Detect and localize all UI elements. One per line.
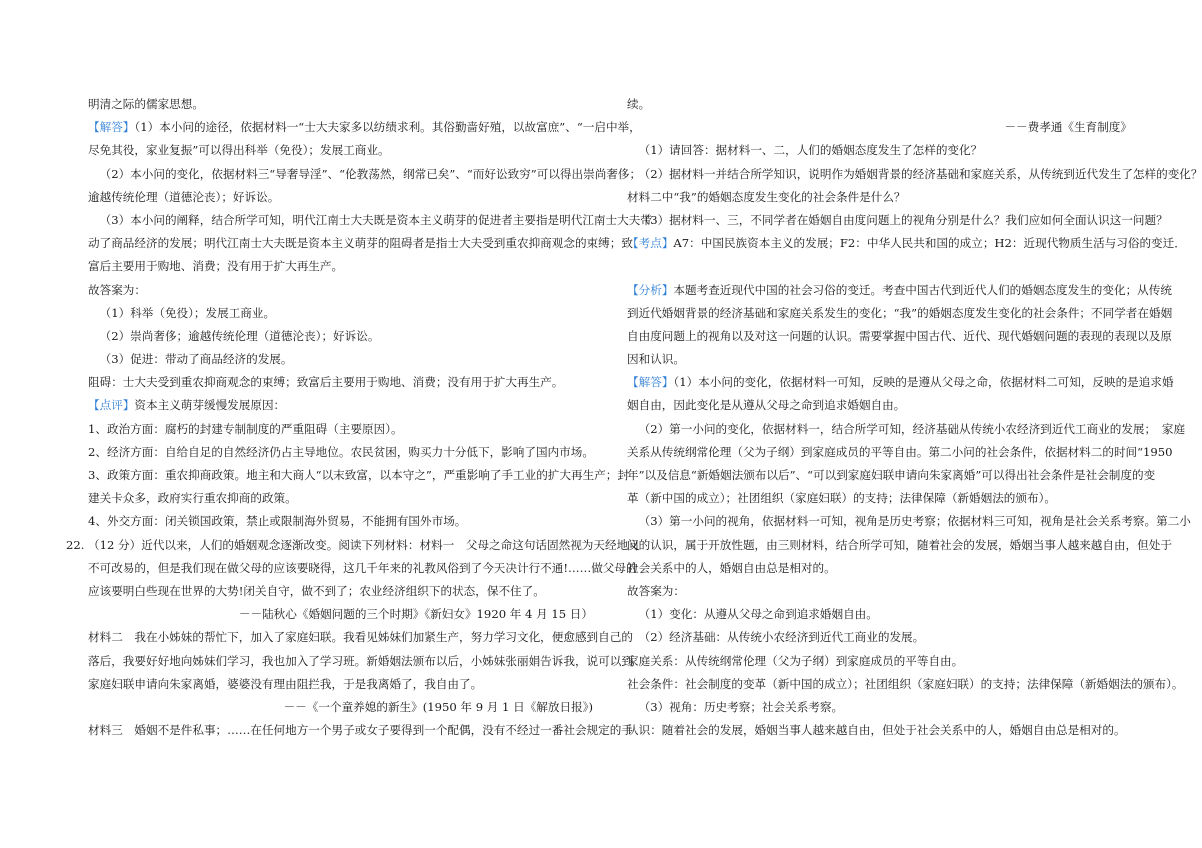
line-text: 自由度问题上的视角以及对这一问题的认识。需要掌握中国古代、近代、现代婚姻问题的表现的表现以及原	[627, 328, 1172, 343]
text-line	[627, 209, 1168, 232]
text-line	[627, 603, 1132, 626]
text-line	[627, 719, 1132, 742]
text-line	[627, 139, 1132, 162]
text-line	[88, 441, 593, 464]
text-line	[88, 626, 633, 649]
line-text: 材料二 我在小姊妹的帮忙下，加入了家庭妇联。我看见姊妹们加紧生产，努力学习文化，便愈感到自己的	[88, 630, 633, 645]
line-text: 材料二中“我”的婚姻态度发生变化的社会条件是什么？	[627, 189, 906, 204]
text-line	[627, 487, 1132, 510]
line-text: （2）本小问的变化，依据材料三“导奢导淫”、“伦教荡然，纲常已矣”、“而好讼致穷”可以得出崇尚奢侈；	[99, 166, 642, 181]
line-text: 革（新中国的成立）；社团组织（家庭妇联）的支持；法律保障（新婚姻法的颁布）。	[627, 491, 1056, 506]
text-line	[88, 325, 593, 348]
line-text: 故答案为：	[88, 282, 146, 297]
line-text: 4、外交方面：闭关锁国政策，禁止或限制海外贸易，不能拥有国外市场。	[88, 514, 467, 529]
text-line	[88, 719, 633, 742]
line-text: （2）崇尚奢侈；逾越传统伦理（道德沦丧）；好诉讼。	[99, 328, 380, 343]
line-text: 本题考查近现代中国的社会习俗的变迁。考查中国古代到近代人们的婚姻态度发生的变化；从传统	[673, 282, 1172, 297]
text-line	[88, 116, 641, 139]
blank-line	[627, 255, 1132, 278]
text-line	[627, 279, 1172, 302]
line-text: 关系从传统纲常伦理（父为子纲）到家庭成员的平等自由。第二小问的社会条件，依据材料二的时间“1950	[627, 444, 1173, 459]
text-line	[627, 441, 1173, 464]
line-text: 不可改易的，但是我们现在做父母的应该要晓得，这几千年来的礼教风俗到了今天决计行不通!……做父母的	[88, 560, 638, 575]
text-line	[627, 557, 1132, 580]
text-line	[88, 209, 652, 232]
text-line	[627, 348, 1132, 371]
line-text: 材料三 婚姻不是件私事；……在任何地方一个男子或女子要得到一个配偶，没有不经过一番社会规定的手	[88, 723, 633, 738]
section-tag: 【 解答 】	[88, 120, 134, 134]
text-line	[88, 139, 593, 162]
line-text: －－《一个童养媳的新生》(1950 年 9 月 1 日《解放日报》)	[283, 699, 593, 714]
line-text: （2）经济基础：从传统小农经济到近代工商业的发展。	[638, 630, 925, 645]
text-line	[88, 557, 638, 580]
section-tag: 【 点评 】	[88, 398, 134, 412]
text-line	[88, 394, 593, 417]
text-line	[627, 650, 1132, 673]
text-line	[88, 650, 633, 673]
line-text: （2）第一小问的变化，依据材料一，结合所学可知，经济基础从传统小农经济到近代工商业的发展； 家庭	[638, 421, 1186, 436]
line-text: 3、政策方面：重农抑商政策。地主和大商人“以末致富，以本守之”，严重影响了手工业的扩大再生产；封	[88, 468, 629, 482]
text-line	[627, 232, 1186, 255]
text-line	[627, 580, 1132, 603]
text-line	[627, 418, 1186, 441]
source-citation	[88, 696, 593, 719]
text-line	[627, 673, 1184, 696]
line-text: 年”以及信息“新婚姻法颁布以后”、“可以到家庭妇联申请向朱家离婚”可以得出社会条件是社会制度的变	[627, 468, 1156, 482]
text-line	[627, 394, 1132, 417]
line-text: 到近代婚姻背景的经济基础和家庭关系发生的变化；“我”的婚姻态度发生变化的社会条件；不同学者在婚姻	[627, 305, 1173, 320]
line-text: （12 分）近代以来，人们的婚姻观念逐渐改变。阅读下列材料：材料一 父母之命这句话固然视为天经地义	[88, 537, 640, 552]
line-text: 姻自由，因此变化是从遵从父母之命到追求婚姻自由。	[627, 398, 906, 413]
text-line	[88, 580, 593, 603]
line-text: 逾越传统伦理（道德沦丧）；好诉讼。	[88, 189, 280, 204]
text-line	[627, 163, 1202, 186]
line-text: 续。	[627, 97, 651, 111]
line-text: （3）本小问的阐释，结合所学可知，明代江南士大夫既是资本主义萌芽的促进者主要指是明代江南士大夫带	[99, 212, 652, 227]
line-text: 故答案为：	[627, 583, 685, 598]
text-line	[88, 255, 593, 278]
line-text: 因和认识。	[627, 352, 685, 367]
line-text: 社会关系中的人，婚姻自由总是相对的。	[627, 560, 836, 575]
text-line	[88, 232, 633, 255]
line-text: 尽免其役，家业复振”可以得出科举（免役）；发展工商业。	[88, 143, 390, 158]
line-text: 家庭关系：从传统纲常伦理（父为子纲）到家庭成员的平等自由。	[627, 653, 964, 668]
text-line	[88, 93, 593, 116]
text-line	[88, 186, 593, 209]
text-line	[627, 464, 1156, 487]
line-text: －－费孝通《生育制度》	[1004, 120, 1132, 135]
right-column	[627, 93, 1202, 742]
line-text: 2、经济方面：自给自足的自然经济仍占主导地位。农民贫困，购买力十分低下，影响了国内市场。	[88, 444, 594, 459]
text-line	[88, 279, 593, 302]
line-text: 富后主要用于购地、消费；没有用于扩大再生产。	[88, 259, 344, 274]
section-tag: 【 解答 】	[627, 375, 673, 389]
line-text: 建关卡众多，政府实行重农抑商的政策。	[88, 491, 297, 506]
source-citation	[627, 116, 1132, 139]
line-text: 1、政治方面：腐朽的封建专制制度的严重阻碍（主要原因）。	[88, 421, 403, 436]
text-line	[88, 487, 593, 510]
line-text: 阻碍：士大夫受到重农抑商观念的束缚；致富后主要用于购地、消费；没有用于扩大再生产。	[88, 375, 564, 390]
text-line	[88, 464, 629, 487]
line-text: （1）本小问的变化，依据材料一可知，反映的是遵从父母之命，依据材料二可知，反映的是追求婚	[673, 375, 1174, 390]
line-text: （3）视角：历史考察；社会关系考察。	[638, 699, 844, 714]
source-citation	[88, 603, 593, 626]
text-line	[627, 696, 1132, 719]
text-line	[627, 93, 1132, 116]
line-text: 认识：随着社会的发展，婚姻当事人越来越自由，但处于社会关系中的人，婚姻自由总是相对的。	[627, 723, 1126, 738]
text-line: 22. （12 分）近代以来，人们的婚姻观念逐渐改变。阅读下列材料：材料一 父母之命这句话固然视为天经地义	[66, 537, 640, 552]
text-line	[88, 302, 593, 325]
section-tag: 【 分析 】	[627, 283, 673, 297]
text-line	[88, 418, 593, 441]
text-line	[88, 163, 642, 186]
text-line	[627, 510, 1191, 533]
line-text: 资本主义萌芽缓慢发展原因：	[134, 398, 286, 413]
line-text: 明清之际的儒家思想。	[88, 97, 204, 111]
line-text: 落后，我要好好地向姊妹们学习，我也加入了学习班。新婚姻法颁布以后，小姊妹张丽娟告诉我，说可以到	[88, 653, 633, 668]
text-line	[627, 371, 1174, 394]
line-text: 社会条件：社会制度的变革（新中国的成立）；社团组织（家庭妇联）的支持；法律保障（新婚姻法的颁布）。	[627, 676, 1184, 691]
line-text: （3）促进：带动了商品经济的发展。	[99, 352, 293, 367]
line-text: （3）据材料一、三，不同学者在婚姻自由度问题上的视角分别是什么？我们应如何全面认识这一问题？	[638, 212, 1168, 227]
section-tag: 【 考点 】	[627, 236, 673, 250]
line-text: －－陆秋心《婚姻问题的三个时期》《新妇女》1920 年 4 月 15 日）	[238, 607, 593, 622]
text-line	[627, 325, 1172, 348]
text-line	[627, 186, 1132, 209]
text-line	[627, 302, 1173, 325]
text-line	[88, 371, 593, 394]
line-text: A7：中国民族资本主义的发展；F2：中华人民共和国的成立；H2：近现代物质生活与习俗的变迁．	[673, 236, 1186, 251]
text-line	[88, 348, 593, 371]
line-text: 动了商品经济的发展；明代江南士大夫既是资本主义萌芽的阻碍者是指士大夫受到重农抑商观念的束缚；致	[88, 236, 633, 251]
text-line	[88, 673, 593, 696]
line-text: 家庭妇联申请向朱家离婚，婆婆没有理由阻拦我，于是我离婚了，我自由了。	[88, 676, 483, 691]
line-text: 问的认识，属于开放性题，由三则材料，结合所学可知，随着社会的发展，婚姻当事人越来越自由，但处于	[627, 537, 1172, 552]
line-text: （1）变化：从遵从父母之命到追求婚姻自由。	[638, 607, 878, 622]
line-text: （1）请回答：据材料一、二，人们的婚姻态度发生了怎样的变化？	[638, 143, 983, 158]
text-line	[627, 626, 1132, 649]
text-line	[627, 534, 1172, 557]
line-text: 应该要明白些现在世界的大势!闭关自守，做不到了；农业经济组织下的状态，保不住了。	[88, 583, 545, 598]
text-line	[88, 510, 593, 533]
line-text: （1）本小问的途径，依据材料一“士大夫家多以纺绩求利。其俗勤啬好殖，以故富庶”、“一启中举，	[134, 120, 641, 135]
line-text: （2）据材料一并结合所学知识，说明作为婚姻背景的经济基础和家庭关系，从传统到近代发生了怎样的变化？	[638, 166, 1202, 181]
line-text: （3）第一小问的视角，依据材料一可知，视角是历史考察；依据材料三可知，视角是社会关系考察。第二小	[638, 514, 1191, 529]
line-text: （1）科举（免役）；发展工商业。	[99, 305, 276, 320]
